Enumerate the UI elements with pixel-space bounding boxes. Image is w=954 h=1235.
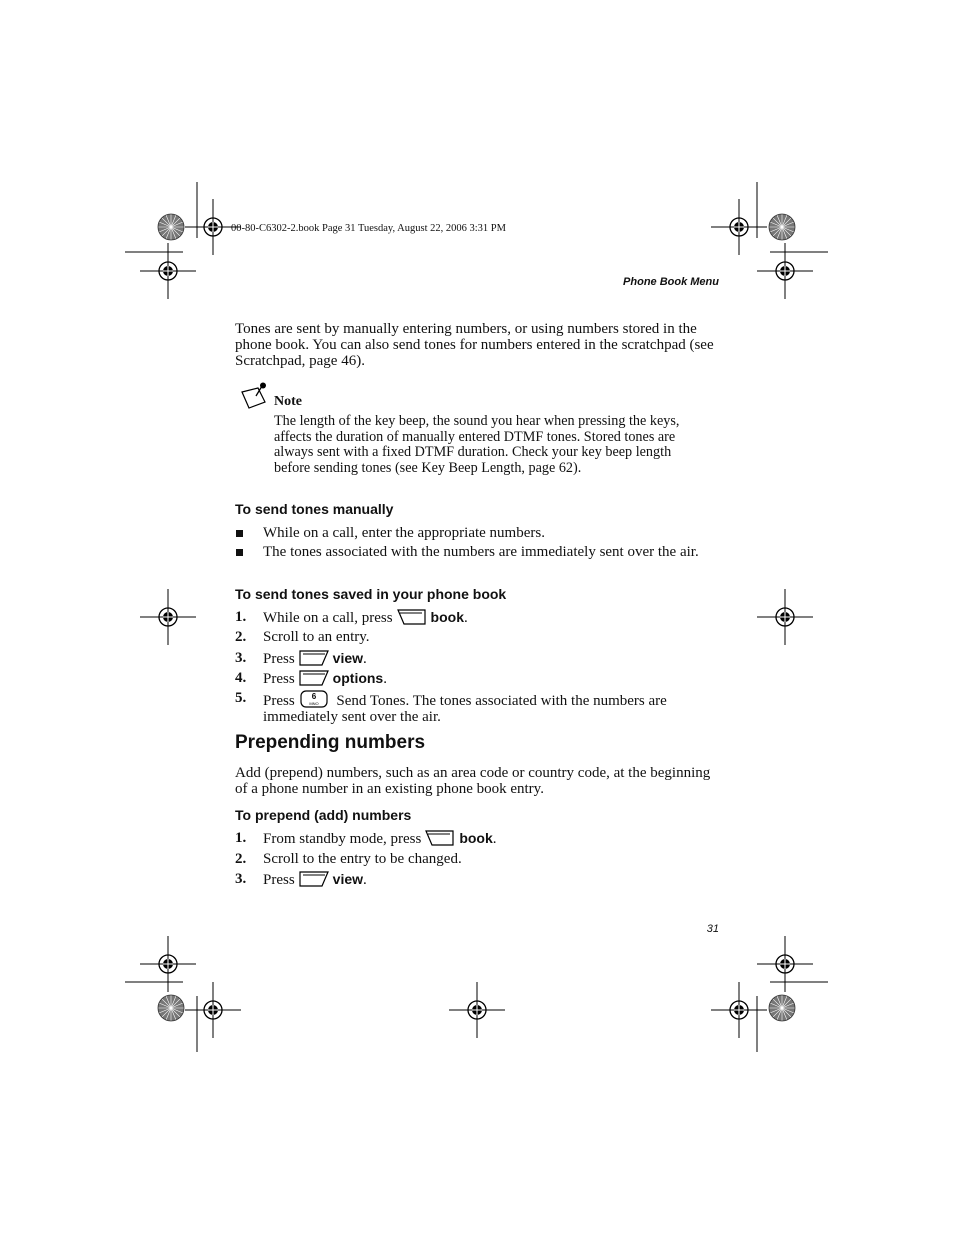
left-softkey-icon	[397, 609, 427, 625]
step-number: 1.	[235, 830, 247, 846]
softkey-label: book	[459, 830, 493, 846]
step-text-end: .	[363, 651, 367, 667]
right-softkey-icon	[299, 871, 329, 887]
list-item	[235, 525, 720, 541]
softkey-label: view	[332, 650, 364, 666]
section-heading-prepend: To prepend (add) numbers	[235, 807, 412, 823]
step-text-end: .	[383, 671, 387, 687]
bullet-square-icon	[236, 549, 243, 556]
section-heading-manual: To send tones manually	[235, 501, 394, 517]
step-item	[235, 609, 720, 626]
step-number: 2.	[235, 851, 247, 867]
note-title: Note	[274, 394, 302, 409]
intro-paragraph: Tones are sent by manually entering numbers, or using numbers stored in the phone book. You can also send tones for numbers entered in the scratchpad (see Scratchpad, page 46).	[235, 321, 714, 369]
section-heading-saved: To send tones saved in your phone book	[235, 586, 507, 602]
step-text-end: .	[464, 610, 468, 626]
list-item-text: While on a call, enter the appropriate numbers.	[263, 525, 545, 541]
note-body: The length of the key beep, the sound you hear when pressing the keys, affects the duration of manually entered DTMF tones. Stored tones are always sent with a fixed DTMF duration. Check your key beep length before sending tones (see Key Beep Length, page 62).	[274, 413, 680, 476]
section-title-prepending: Prepending numbers	[235, 732, 426, 753]
step-item	[235, 690, 720, 725]
softkey-label: options	[332, 670, 384, 686]
step-number: 3.	[235, 871, 247, 887]
step-number: 2.	[235, 629, 247, 645]
page-number: 31	[706, 923, 719, 935]
step-item	[235, 670, 720, 687]
keypad-digit: 6	[311, 692, 316, 701]
bullet-square-icon	[236, 530, 243, 537]
step-text: Scroll to the entry to be changed.	[263, 851, 462, 867]
left-softkey-icon	[425, 830, 455, 846]
softkey-label: book	[430, 609, 464, 625]
file-info: 00-80-C6302-2.book Page 31 Tuesday, August 22, 2006 3:31 PM	[231, 223, 506, 234]
keypad-letters: MNO	[309, 701, 319, 706]
list-item-text: The tones associated with the numbers are immediately sent over the air.	[263, 544, 699, 560]
keypad-6-icon	[299, 690, 329, 708]
step-item	[235, 650, 720, 667]
step-text-end: Send Tones. The tones associated with the numbers are immediately sent over the air.	[263, 693, 667, 725]
step-text-end: .	[492, 831, 497, 847]
step-text: While on a call, press	[263, 610, 393, 626]
running-head: Phone Book Menu	[623, 276, 719, 288]
step-text: Press	[263, 693, 295, 709]
step-number: 3.	[235, 650, 247, 666]
step-text: Scroll to an entry.	[263, 629, 370, 645]
step-item	[235, 629, 720, 645]
step-text: Press	[263, 872, 295, 888]
step-text: Press	[263, 671, 295, 687]
step-text: From standby mode, press	[263, 831, 422, 847]
right-softkey-icon	[299, 650, 329, 666]
softkey-label: view	[332, 871, 364, 887]
list-item	[235, 544, 720, 560]
step-text-end: .	[363, 872, 367, 888]
step-item	[235, 830, 720, 847]
step-number: 1.	[235, 609, 247, 625]
step-text: Press	[263, 651, 295, 667]
step-item	[235, 851, 720, 867]
step-number: 4.	[235, 670, 247, 686]
step-item	[235, 871, 720, 888]
prepend-intro-paragraph: Add (prepend) numbers, such as an area code or country code, at the beginning of a phone number in an existing phone book entry.	[235, 765, 711, 797]
step-number: 5.	[235, 690, 247, 706]
note-pin-icon	[240, 382, 270, 412]
right-softkey-icon	[299, 670, 329, 686]
